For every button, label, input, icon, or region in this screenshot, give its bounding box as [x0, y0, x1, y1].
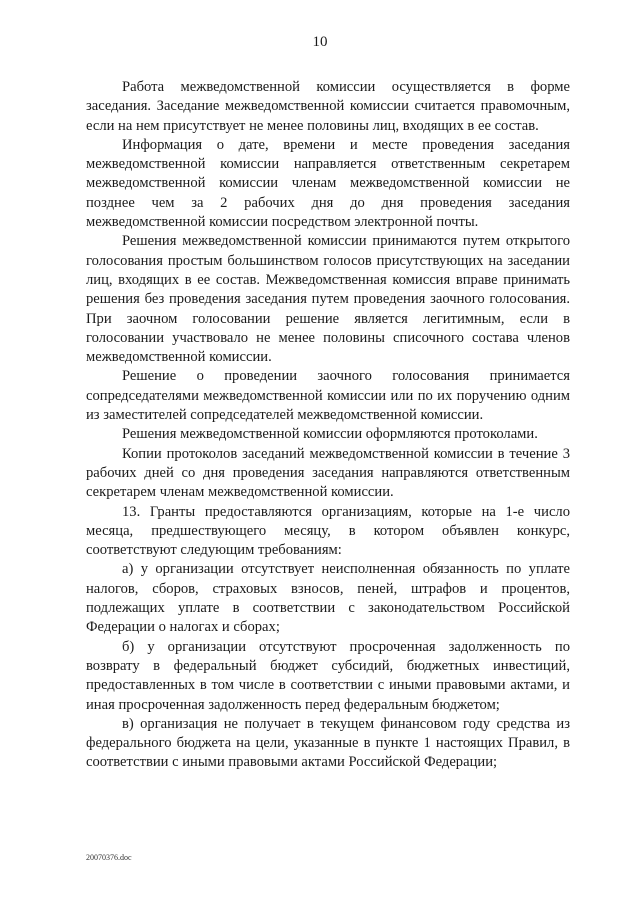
paragraph-requirement-c: в) организация не получает в текущем финансовом году средства из федерального бюджета на цели, указанные в пункте 1 настоящих Правил, в соответствии с иными правовыми актами Российской Федерации; — [86, 715, 570, 771]
paragraph-requirement-a: а) у организации отсутствует неисполненная обязанность по уплате налогов, сборов, страховых взносов, пеней, штрафов и процентов, подлежащих уплате в соответствии с законодательством Российской Федерации о налогах и сборах; — [86, 561, 570, 636]
paragraph-grant-requirements: 13. Гранты предоставляются организациям, которые на 1-е число месяца, предшествующего месяцу, в котором объявлен конкурс, соответствуют следующим требованиям: — [86, 503, 570, 559]
paragraph-protocol-copies: Копии протоколов заседаний межведомственной комиссии в течение 3 рабочих дней со дня проведения заседания направляются ответственным секретарем членам межведомственной комиссии. — [86, 445, 570, 501]
paragraph-meeting-notification: Информация о дате, времени и месте проведения заседания межведомственной комиссии направляется ответственным секретарем межведомственной комиссии членам межведомственной комиссии не позднее чем за 2 рабочих дня до дня проведения заседания межведомственной комиссии посредством электронной почты. — [86, 136, 570, 231]
document-file-code: 20070376.doc — [86, 853, 132, 862]
paragraph-voting-procedure: Решения межведомственной комиссии принимаются путем открытого голосования простым большинством голосов присутствующих на заседании лиц, входящих в ее состав. Межведомственная комиссия вправе принимать решения без проведения заседания путем проведения заочного голосования. При заочном голосовании решение является легитимным, если в голосовании участвовало не менее половины списочного состава членов межведомственной комиссии. — [86, 233, 570, 366]
paragraph-absentee-vote-decision: Решение о проведении заочного голосования принимается сопредседателями межведомственной комиссии или по их поручению одним из заместителей сопредседателей межведомственной комиссии. — [86, 368, 570, 424]
page-number: 10 — [312, 34, 328, 50]
paragraph-protocols: Решения межведомственной комиссии оформляются протоколами. — [122, 426, 538, 443]
paragraph-requirement-b: б) у организации отсутствуют просроченная задолженность по возврату в федеральный бюджет субсидий, бюджетных инвестиций, предоставленных в том числе в соответствии с иными правовыми актами, и иная просроченная задолженность перед федеральным бюджетом; — [86, 638, 570, 713]
document-body — [86, 78, 570, 773]
paragraph-commission-meeting-form: Работа межведомственной комиссии осуществляется в форме заседания. Заседание межведомственной комиссии считается правомочным, если на нем присутствует не менее половины лиц, входящих в ее состав. — [86, 79, 570, 134]
